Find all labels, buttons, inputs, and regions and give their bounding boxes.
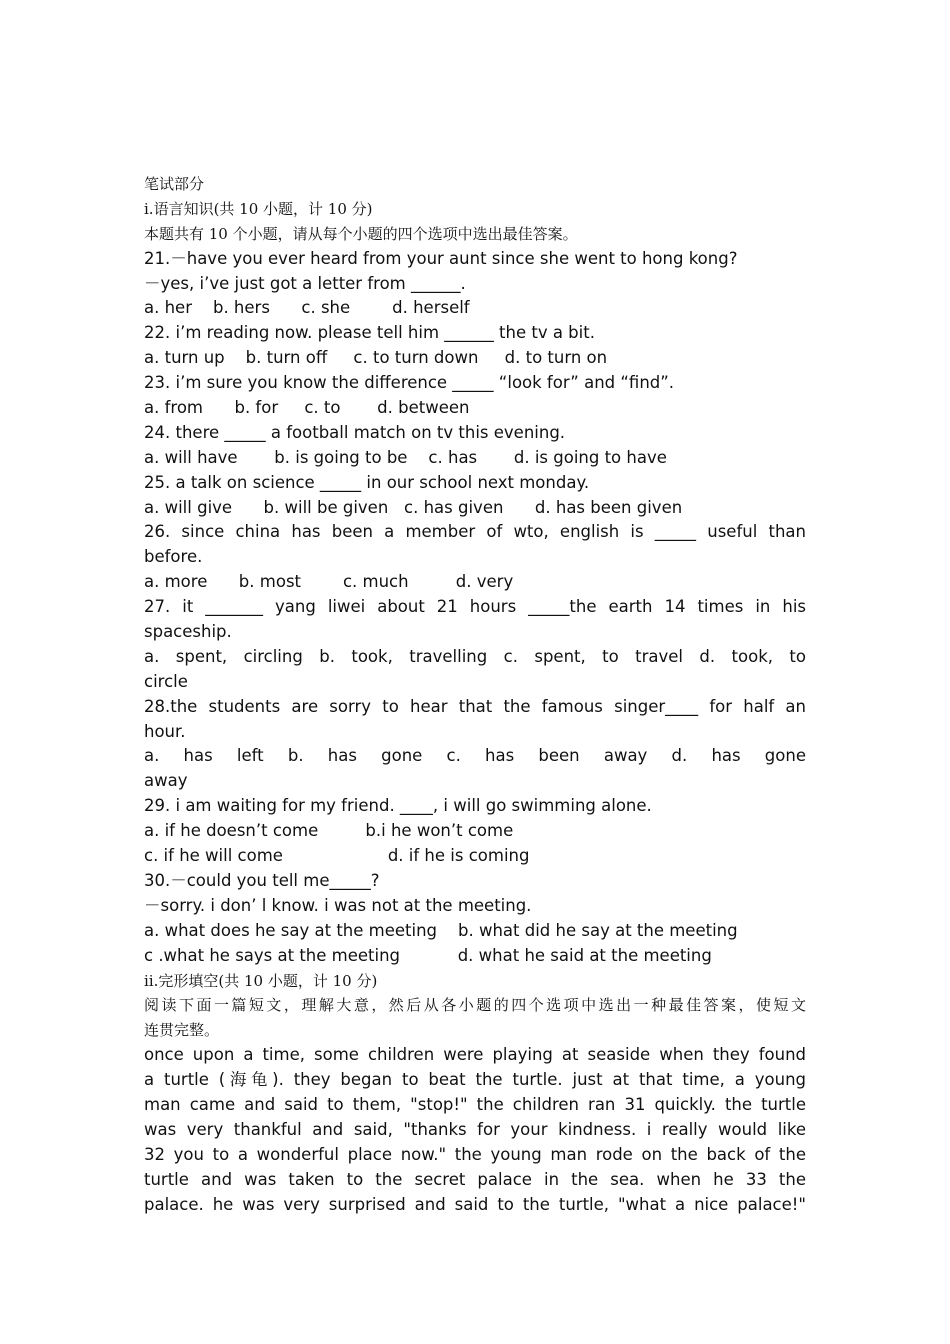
question-24-options: a. will have b. is going to be c. has d. is going to have (144, 447, 667, 467)
question-28: 28.the students are sorry to hear that the famous singer____ for half an (144, 696, 806, 716)
question-25: 25. a talk on science _____ in our school next monday. (144, 472, 590, 492)
question-23: 23. i’m sure you know the difference _____ “look for” and “find”. (144, 373, 675, 393)
question-28-options: a. has left b. has gone c. has been away d. has gone (144, 746, 806, 766)
page-title: 笔试部分 (144, 175, 205, 193)
question-28-cont: hour. (144, 721, 186, 741)
section1-instruction: 本题共有 10 个小题，请从每个小题的四个选项中选出最佳答案。 (144, 224, 578, 243)
question-26-options: a. more b. most c. much d. very (144, 572, 514, 592)
section2-heading: ⅱ.完形填空(共 10 小题，计 10 分) (144, 971, 378, 990)
section1-heading: ⅰ.语言知识(共 10 小题，计 10 分) (144, 199, 373, 218)
question-29: 29. i am waiting for my friend. ____, i will go swimming alone. (144, 796, 652, 816)
question-30-options-1: a. what does he say at the meeting b. what did he say at the meeting (144, 920, 738, 940)
question-23-options: a. from b. for c. to d. between (144, 398, 470, 418)
question-29-options-2: c. if he will come d. if he is coming (144, 846, 530, 866)
question-21: 21.－have you ever heard from your aunt since she went to hong kong? (144, 248, 738, 268)
question-29-options-1: a. if he doesn’t come b.i he won’t come (144, 821, 514, 841)
question-27: 27. it _______ yang liwei about 21 hours _____the earth 14 times in his (144, 597, 806, 617)
passage-line: a turtle (海龟). they began to beat the turtle. just at that time, a young (144, 1070, 806, 1090)
question-22: 22. i’m reading now. please tell him ______ the tv a bit. (144, 323, 595, 343)
question-27-options: a. spent, circling b. took, travelling c. spent, to travel d. took, to (144, 646, 806, 666)
question-30: 30.－could you tell me_____? (144, 870, 380, 890)
question-30-reply: －sorry. i don’ l know. i was not at the meeting. (144, 895, 532, 915)
question-26-cont: before. (144, 547, 203, 567)
passage-line: man came and said to them, "stop!" the children ran 31 quickly. the turtle (144, 1094, 806, 1114)
question-30-options-2: c .what he says at the meeting d. what he said at the meeting (144, 945, 712, 965)
question-21-reply: －yes, i’ve just got a letter from ______. (144, 273, 466, 293)
passage-line: once upon a time, some children were playing at seaside when they found (144, 1045, 806, 1065)
question-21-options: a. her b. hers c. she d. herself (144, 298, 470, 318)
exam-page (144, 172, 806, 1217)
passage-line: 32 you to a wonderful place now." the young man rode on the back of the (144, 1144, 806, 1164)
section2-instruction-line1: 阅读下面一篇短文，理解大意，然后从各小题的四个选项中选出一种最佳答案，使短文 (144, 996, 806, 1015)
passage-line: was very thankful and said, "thanks for your kindness. i really would like (144, 1119, 806, 1139)
question-27-options-cont: circle (144, 671, 188, 691)
section2-instruction-line2: 连贯完整。 (144, 1021, 220, 1040)
passage-line: turtle and was taken to the secret palace in the sea. when he 33 the (144, 1169, 806, 1189)
question-28-options-cont: away (144, 771, 188, 791)
passage-line: palace. he was very surprised and said to the turtle, "what a nice palace!" (144, 1194, 806, 1214)
question-24: 24. there _____ a football match on tv this evening. (144, 422, 566, 442)
question-25-options: a. will give b. will be given c. has given d. has been given (144, 497, 683, 517)
question-22-options: a. turn up b. turn off c. to turn down d. to turn on (144, 348, 608, 368)
question-26: 26. since china has been a member of wto, english is _____ useful than (144, 522, 806, 542)
question-27-cont: spaceship. (144, 622, 232, 642)
